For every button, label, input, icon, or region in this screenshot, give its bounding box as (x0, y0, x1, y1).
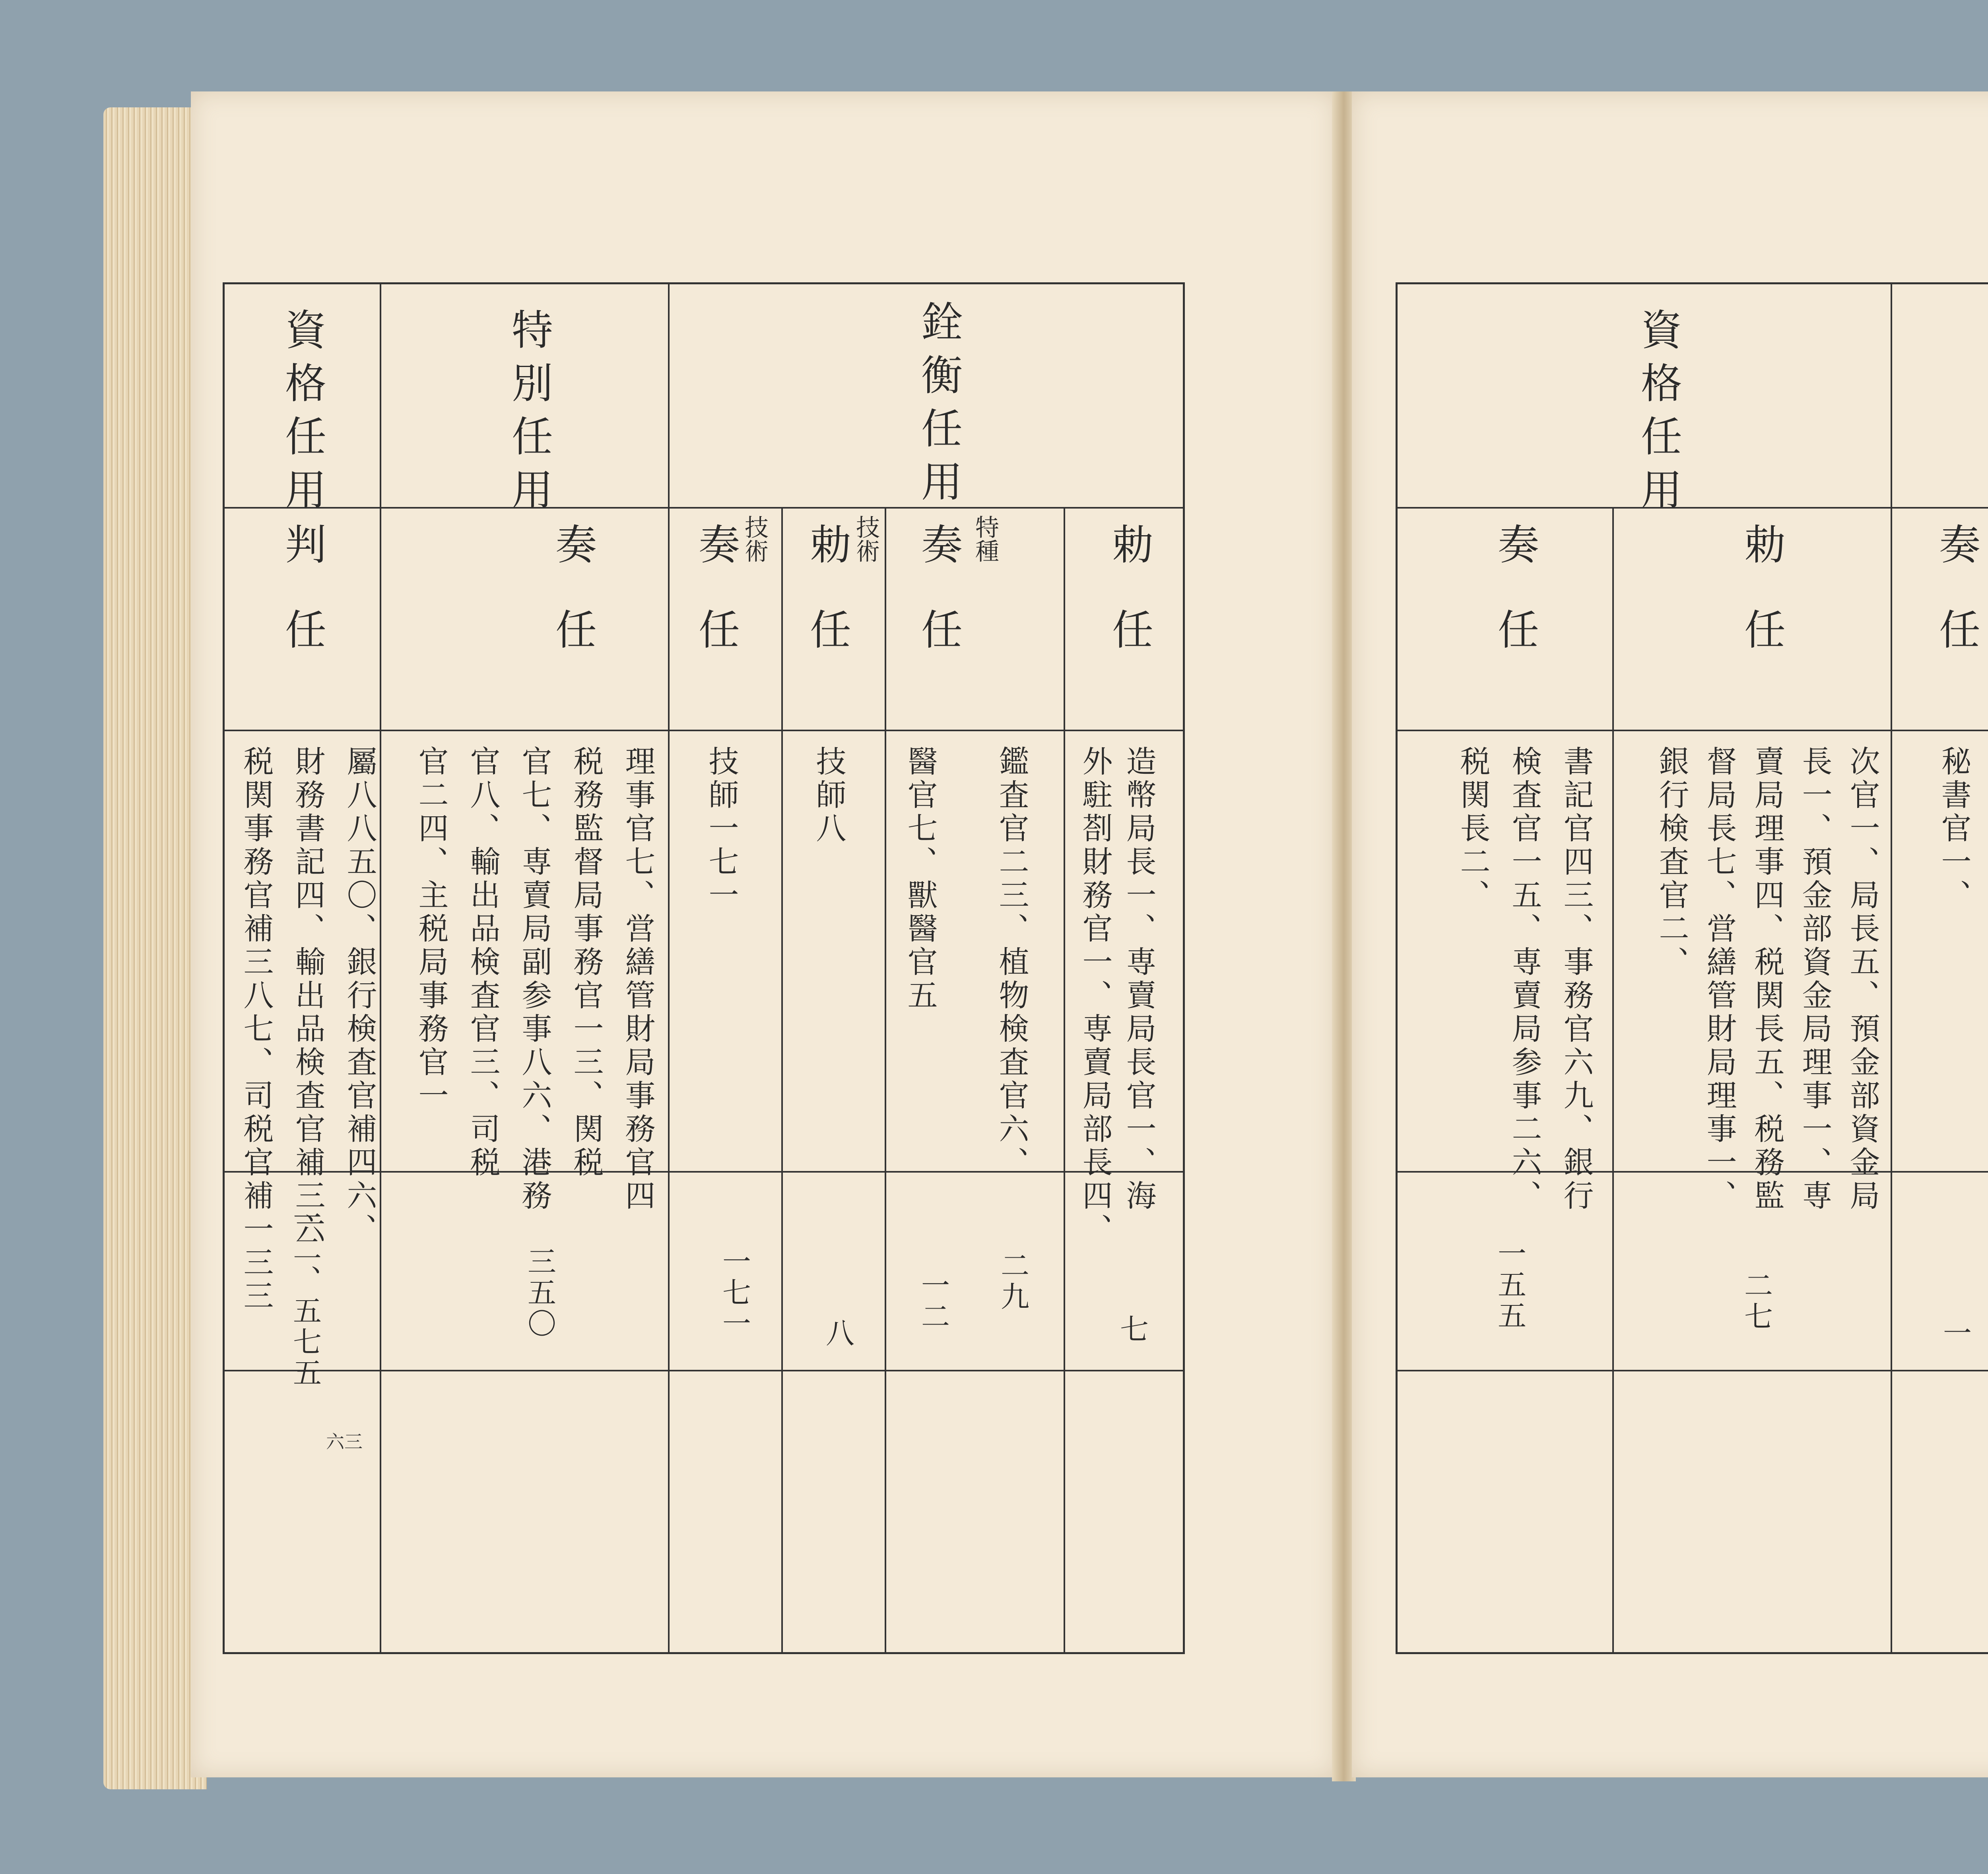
cell-toku-sou-5: 官二四、主税局事務官一 (414, 746, 449, 1113)
cell-choku-2: 外駐剳財務官一、専賣局部長四、 (1077, 746, 1113, 1247)
sub-gijutsu-sou-small: 技術 (741, 515, 769, 563)
cell-toku-sou-3: 官七、専賣局副参事八六、港務 (517, 746, 552, 1213)
cell-shikaku-choku-4: 督局長七、営繕管財局理事一、 (1702, 746, 1737, 1213)
cell-toku-sou-4: 官八、輸出品検査官三、司税 (465, 746, 501, 1180)
cell-choku-1: 造幣局長一、専賣局長官一、海 (1121, 746, 1157, 1213)
page-number-left: 六三 (326, 1431, 363, 1453)
teiin-jiyu-sou: 一 (1938, 1318, 1972, 1349)
cell-han-1: 屬八八五〇、銀行検査官補四六、 (342, 746, 377, 1247)
sub-toku-sou: 奏任 (548, 523, 597, 693)
sub-han: 判任 (278, 523, 326, 693)
header-tokubetsu: 特別任用 (505, 308, 553, 521)
teiin-tokushu: 二九 (996, 1251, 1029, 1313)
cell-han-3: 税関事務官補三八七、司税官補一三三 (239, 746, 274, 1313)
teiin-toku-sou: 三五〇 (523, 1247, 556, 1340)
cell-shikaku-choku-3: 賣局理事四、税関長五、税務監 (1749, 746, 1785, 1213)
teiin-han: 一二、五七五 (288, 1203, 322, 1389)
sub-gijutsu-choku-small: 技術 (852, 515, 880, 563)
cell-shikaku-sou-2: 検査官一五、専賣局参事二六、 (1507, 746, 1542, 1213)
header-shikaku-left: 資格任用 (278, 308, 326, 521)
teiin-tokushu-b: 一二 (916, 1270, 950, 1332)
cell-shikaku-choku-2: 長一、預金部資金局理事一、専 (1797, 746, 1833, 1213)
right-table (1396, 282, 1988, 1654)
cell-jiyu-sou-1: 秘書官一、 (1936, 746, 1972, 913)
cell-shikaku-choku-5: 銀行検査官二、 (1654, 746, 1689, 979)
sub-choku: 勅任 (1105, 523, 1153, 693)
sub-tokushu-small: 特種 (971, 515, 999, 563)
cell-shikaku-choku-1: 次官一、局長五、預金部資金局 (1845, 746, 1880, 1213)
left-page (191, 91, 1336, 1777)
sub-tokushu-sou: 奏任 (914, 523, 963, 693)
sub-shikaku-sou: 奏任 (1491, 523, 1539, 693)
teiin-gijutsu-choku: 八 (821, 1318, 854, 1349)
cell-han-2: 財務書記四、輸出品検査官補三六 (290, 746, 326, 1247)
cell-gijutsu-sou: 技師一七一 (704, 746, 739, 913)
cell-gijutsu-choku: 技師八 (811, 746, 846, 846)
cell-toku-sou-1: 理事官七、営繕管財局事務官四 (620, 746, 656, 1213)
teiin-shikaku-choku: 二七 (1740, 1270, 1773, 1332)
teiin-gijutsu-sou: 一七一 (718, 1247, 751, 1340)
cell-tokushu-1: 鑑査官二三、植物検査官六、 (994, 746, 1029, 1180)
header-shikaku-right: 資格任用 (1634, 308, 1682, 521)
right-page (1352, 91, 1988, 1777)
cell-shikaku-sou-1: 書記官四三、事務官六九、銀行 (1559, 746, 1594, 1213)
left-table (223, 282, 1185, 1654)
cell-toku-sou-2: 税務監督局事務官一三、関税 (569, 746, 604, 1180)
header-senko: 銓衡任用 (914, 300, 963, 513)
teiin-shikaku-sou: 一五五 (1493, 1239, 1526, 1332)
sub-gijutsu-sou: 奏任 (691, 523, 740, 693)
sub-shikaku-choku: 勅任 (1737, 523, 1786, 693)
open-book (91, 91, 1988, 1813)
cell-shikaku-sou-3: 税関長二、 (1455, 746, 1491, 913)
sub-jiyu-sou: 奏任 (1932, 523, 1980, 693)
cell-tokushu-2: 醫官七、獸醫官五 (903, 746, 938, 1013)
teiin-choku: 七 (1115, 1314, 1149, 1345)
sub-gijutsu-choku: 勅任 (803, 523, 851, 693)
